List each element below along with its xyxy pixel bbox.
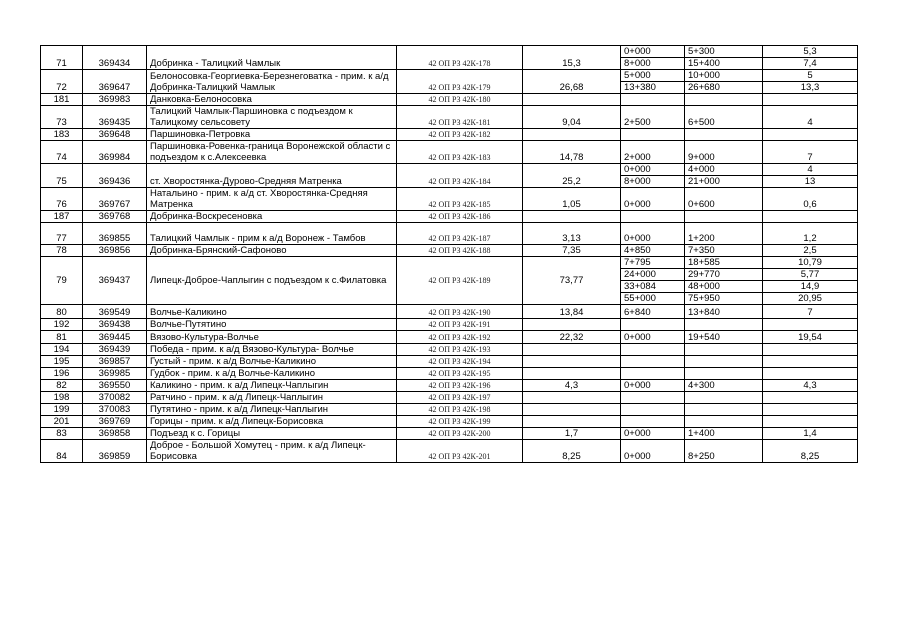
row-number: 181 [41, 94, 83, 106]
table-row [41, 70, 858, 82]
table-row [41, 106, 858, 129]
segment-start: 8+000 [621, 58, 685, 70]
road-name: Липецк-Доброе-Чаплыгин с подъездом к с.Филатовка [147, 257, 397, 305]
road-code: 369983 [83, 94, 147, 106]
road-id: 42 ОП РЗ 42К-194 [397, 356, 523, 368]
road-id: 42 ОП РЗ 42К-185 [397, 188, 523, 211]
segment-start [621, 319, 685, 331]
row-number: 79 [41, 257, 83, 305]
row-number: 77 [41, 223, 83, 245]
road-id: 42 ОП РЗ 42К-195 [397, 368, 523, 380]
row-number: 76 [41, 188, 83, 211]
segment-end [685, 211, 763, 223]
segment-start: 2+500 [621, 106, 685, 129]
road-code: 370082 [83, 392, 147, 404]
road-length [523, 416, 621, 428]
segment-end: 29+770 [685, 269, 763, 281]
row-number: 187 [41, 211, 83, 223]
table-row [41, 46, 858, 58]
road-name: Каликино - прим. к а/д Липецк-Чаплыгин [147, 380, 397, 392]
table-row [41, 245, 858, 257]
road-id: 42 ОП РЗ 42К-189 [397, 257, 523, 305]
row-number: 75 [41, 164, 83, 188]
road-length: 1,05 [523, 188, 621, 211]
segment-end: 18+585 [685, 257, 763, 269]
row-number: 83 [41, 428, 83, 440]
segment-start: 0+000 [621, 164, 685, 176]
road-name: Добринка-Воскресеновка [147, 211, 397, 223]
road-code: 369549 [83, 305, 147, 319]
segment-end: 26+680 [685, 82, 763, 94]
road-id: 42 ОП РЗ 42К-184 [397, 164, 523, 188]
road-id: 42 ОП РЗ 42К-190 [397, 305, 523, 319]
road-length: 25,2 [523, 164, 621, 188]
segment-length: 1,2 [763, 223, 858, 245]
road-id: 42 ОП РЗ 42К-193 [397, 344, 523, 356]
segment-length: 2,5 [763, 245, 858, 257]
row-number: 199 [41, 404, 83, 416]
table-row [41, 164, 858, 176]
row-number: 201 [41, 416, 83, 428]
segment-length [763, 129, 858, 141]
road-id: 42 ОП РЗ 42К-200 [397, 428, 523, 440]
road-length: 15,3 [523, 46, 621, 70]
road-id: 42 ОП РЗ 42К-196 [397, 380, 523, 392]
road-code: 369436 [83, 164, 147, 188]
road-name: Добринка - Талицкий Чамлык [147, 46, 397, 70]
road-name: Белоносовка-Георгиевка-Березнеговатка - прим. к а/д Добринка-Талицкий Чамлык [147, 70, 397, 94]
road-code: 369855 [83, 223, 147, 245]
table-row [41, 94, 858, 106]
table-row [41, 344, 858, 356]
segment-start [621, 344, 685, 356]
table-row [41, 257, 858, 269]
row-number: 81 [41, 331, 83, 344]
table-row [41, 319, 858, 331]
road-name: Доброе - Большой Хомутец - прим. к а/д Липецк-Борисовка [147, 440, 397, 463]
row-number: 73 [41, 106, 83, 129]
segment-start: 55+000 [621, 293, 685, 305]
table-row [41, 141, 858, 164]
segment-end: 9+000 [685, 141, 763, 164]
road-id: 42 ОП РЗ 42К-201 [397, 440, 523, 463]
row-number: 74 [41, 141, 83, 164]
road-length: 9,04 [523, 106, 621, 129]
road-name: Талицкий Чамлык - прим к а/д Воронеж - Тамбов [147, 223, 397, 245]
segment-end: 48+000 [685, 281, 763, 293]
road-name: Талицкий Чамлык-Паршиновка с подъездом к Талицкому сельсовету [147, 106, 397, 129]
road-id: 42 ОП РЗ 42К-188 [397, 245, 523, 257]
segment-length: 0,6 [763, 188, 858, 211]
segment-end: 6+500 [685, 106, 763, 129]
road-code: 369647 [83, 70, 147, 94]
row-number: 198 [41, 392, 83, 404]
table-row [41, 356, 858, 368]
road-length [523, 404, 621, 416]
segment-start: 0+000 [621, 223, 685, 245]
segment-end: 13+840 [685, 305, 763, 319]
segment-start: 0+000 [621, 380, 685, 392]
road-name: Волчье-Путятино [147, 319, 397, 331]
segment-length [763, 94, 858, 106]
table-row [41, 380, 858, 392]
road-length: 4,3 [523, 380, 621, 392]
road-id: 42 ОП РЗ 42К-191 [397, 319, 523, 331]
segment-end: 4+000 [685, 164, 763, 176]
road-id: 42 ОП РЗ 42К-198 [397, 404, 523, 416]
segment-length [763, 368, 858, 380]
segment-length: 13,3 [763, 82, 858, 94]
segment-length: 4,3 [763, 380, 858, 392]
segment-length [763, 404, 858, 416]
road-code: 369550 [83, 380, 147, 392]
road-id: 42 ОП РЗ 42К-186 [397, 211, 523, 223]
segment-length: 19,54 [763, 331, 858, 344]
segment-end: 1+200 [685, 223, 763, 245]
row-number: 82 [41, 380, 83, 392]
road-code: 369857 [83, 356, 147, 368]
segment-start [621, 94, 685, 106]
road-name: Данковка-Белоносовка [147, 94, 397, 106]
table-row [41, 223, 858, 245]
row-number: 72 [41, 70, 83, 94]
road-name: Вязово-Культура-Волчье [147, 331, 397, 344]
segment-start [621, 211, 685, 223]
segment-length: 8,25 [763, 440, 858, 463]
road-code: 369768 [83, 211, 147, 223]
road-code: 369984 [83, 141, 147, 164]
segment-end [685, 368, 763, 380]
segment-end [685, 129, 763, 141]
table-row [41, 392, 858, 404]
segment-end: 8+250 [685, 440, 763, 463]
segment-start: 6+840 [621, 305, 685, 319]
table-row [41, 188, 858, 211]
road-code: 369985 [83, 368, 147, 380]
segment-end: 4+300 [685, 380, 763, 392]
table-row [41, 404, 858, 416]
segment-end: 7+350 [685, 245, 763, 257]
segment-length [763, 211, 858, 223]
segment-length: 5,3 [763, 46, 858, 58]
table-row [41, 428, 858, 440]
segment-start [621, 416, 685, 428]
row-number: 195 [41, 356, 83, 368]
segment-start: 7+795 [621, 257, 685, 269]
segment-length [763, 392, 858, 404]
road-name: Подъезд к с. Горицы [147, 428, 397, 440]
row-number: 183 [41, 129, 83, 141]
segment-end [685, 356, 763, 368]
road-id: 42 ОП РЗ 42К-180 [397, 94, 523, 106]
segment-end [685, 94, 763, 106]
segment-length: 13 [763, 176, 858, 188]
road-name: Паршиновка-Петровка [147, 129, 397, 141]
segment-length: 4 [763, 106, 858, 129]
segment-length: 5,77 [763, 269, 858, 281]
segment-start [621, 368, 685, 380]
road-length: 14,78 [523, 141, 621, 164]
segment-start [621, 129, 685, 141]
road-name: Гудбок - прим. к а/д Волчье-Каликино [147, 368, 397, 380]
road-code: 369439 [83, 344, 147, 356]
table-row [41, 129, 858, 141]
road-name: Путятино - прим. к а/д Липецк-Чаплыгин [147, 404, 397, 416]
segment-start: 8+000 [621, 176, 685, 188]
segment-length: 20,95 [763, 293, 858, 305]
table-row [41, 440, 858, 463]
segment-end [685, 404, 763, 416]
segment-start: 4+850 [621, 245, 685, 257]
segment-length [763, 356, 858, 368]
road-length: 1,7 [523, 428, 621, 440]
table-row [41, 331, 858, 344]
road-length [523, 129, 621, 141]
segment-start: 24+000 [621, 269, 685, 281]
segment-start: 0+000 [621, 331, 685, 344]
road-length [523, 94, 621, 106]
road-length: 7,35 [523, 245, 621, 257]
road-id: 42 ОП РЗ 42К-178 [397, 46, 523, 70]
road-name: Победа - прим. к а/д Вязово-Культура- Волчье [147, 344, 397, 356]
segment-length [763, 319, 858, 331]
road-code: 369769 [83, 416, 147, 428]
row-number: 80 [41, 305, 83, 319]
segment-end: 75+950 [685, 293, 763, 305]
road-length: 8,25 [523, 440, 621, 463]
road-code: 369437 [83, 257, 147, 305]
row-number: 84 [41, 440, 83, 463]
row-number: 71 [41, 46, 83, 70]
road-id: 42 ОП РЗ 42К-179 [397, 70, 523, 94]
road-code: 370083 [83, 404, 147, 416]
segment-start: 0+000 [621, 188, 685, 211]
segment-start [621, 356, 685, 368]
segment-end: 10+000 [685, 70, 763, 82]
road-code: 369859 [83, 440, 147, 463]
road-name: Ратчино - прим. к а/д Липецк-Чаплыгин [147, 392, 397, 404]
table-row [41, 368, 858, 380]
row-number: 194 [41, 344, 83, 356]
road-name: Горицы - прим. к а/д Липецк-Борисовка [147, 416, 397, 428]
row-number: 78 [41, 245, 83, 257]
roads-table [40, 45, 858, 463]
road-length: 13,84 [523, 305, 621, 319]
segment-start [621, 392, 685, 404]
segment-end [685, 416, 763, 428]
road-id: 42 ОП РЗ 42К-182 [397, 129, 523, 141]
segment-length: 4 [763, 164, 858, 176]
road-length: 22,32 [523, 331, 621, 344]
road-length [523, 356, 621, 368]
road-length [523, 211, 621, 223]
segment-length: 1,4 [763, 428, 858, 440]
segment-end [685, 392, 763, 404]
segment-end [685, 344, 763, 356]
road-name: Волчье-Каликино [147, 305, 397, 319]
table-body [41, 46, 858, 463]
segment-start: 0+000 [621, 440, 685, 463]
road-name: Натальино - прим. к а/д ст. Хворостянка-Средняя Матренка [147, 188, 397, 211]
segment-length: 5 [763, 70, 858, 82]
row-number: 192 [41, 319, 83, 331]
road-name: Добринка-Брянский-Сафоново [147, 245, 397, 257]
segment-start: 13+380 [621, 82, 685, 94]
road-code: 369648 [83, 129, 147, 141]
road-id: 42 ОП РЗ 42К-197 [397, 392, 523, 404]
road-length: 3,13 [523, 223, 621, 245]
road-name: ст. Хворостянка-Дурово-Средняя Матренка [147, 164, 397, 188]
road-id: 42 ОП РЗ 42К-192 [397, 331, 523, 344]
segment-length [763, 416, 858, 428]
table-row [41, 305, 858, 319]
road-code: 369445 [83, 331, 147, 344]
segment-end: 19+540 [685, 331, 763, 344]
road-name: Густый - прим. к а/д Волчье-Каликино [147, 356, 397, 368]
segment-length: 7,4 [763, 58, 858, 70]
segment-end: 5+300 [685, 46, 763, 58]
road-id: 42 ОП РЗ 42К-183 [397, 141, 523, 164]
road-code: 369435 [83, 106, 147, 129]
segment-end: 21+000 [685, 176, 763, 188]
road-code: 369438 [83, 319, 147, 331]
segment-length: 7 [763, 305, 858, 319]
road-length: 73,77 [523, 257, 621, 305]
road-code: 369856 [83, 245, 147, 257]
segment-end: 0+600 [685, 188, 763, 211]
segment-start: 33+084 [621, 281, 685, 293]
road-id: 42 ОП РЗ 42К-181 [397, 106, 523, 129]
row-number: 196 [41, 368, 83, 380]
road-length [523, 344, 621, 356]
segment-length: 14,9 [763, 281, 858, 293]
road-id: 42 ОП РЗ 42К-187 [397, 223, 523, 245]
road-id: 42 ОП РЗ 42К-199 [397, 416, 523, 428]
road-code: 369858 [83, 428, 147, 440]
table-row [41, 416, 858, 428]
road-code: 369767 [83, 188, 147, 211]
segment-start: 5+000 [621, 70, 685, 82]
road-code: 369434 [83, 46, 147, 70]
road-name: Паршиновка-Ровенка-граница Воронежской области с подъездом к с.Алексеевка [147, 141, 397, 164]
segment-end: 1+400 [685, 428, 763, 440]
segment-start: 0+000 [621, 428, 685, 440]
road-length: 26,68 [523, 70, 621, 94]
segment-length: 7 [763, 141, 858, 164]
segment-end [685, 319, 763, 331]
segment-start [621, 404, 685, 416]
segment-end: 15+400 [685, 58, 763, 70]
road-length [523, 319, 621, 331]
road-length [523, 368, 621, 380]
road-length [523, 392, 621, 404]
table-row [41, 211, 858, 223]
segment-start: 0+000 [621, 46, 685, 58]
segment-length [763, 344, 858, 356]
segment-length: 10,79 [763, 257, 858, 269]
segment-start: 2+000 [621, 141, 685, 164]
